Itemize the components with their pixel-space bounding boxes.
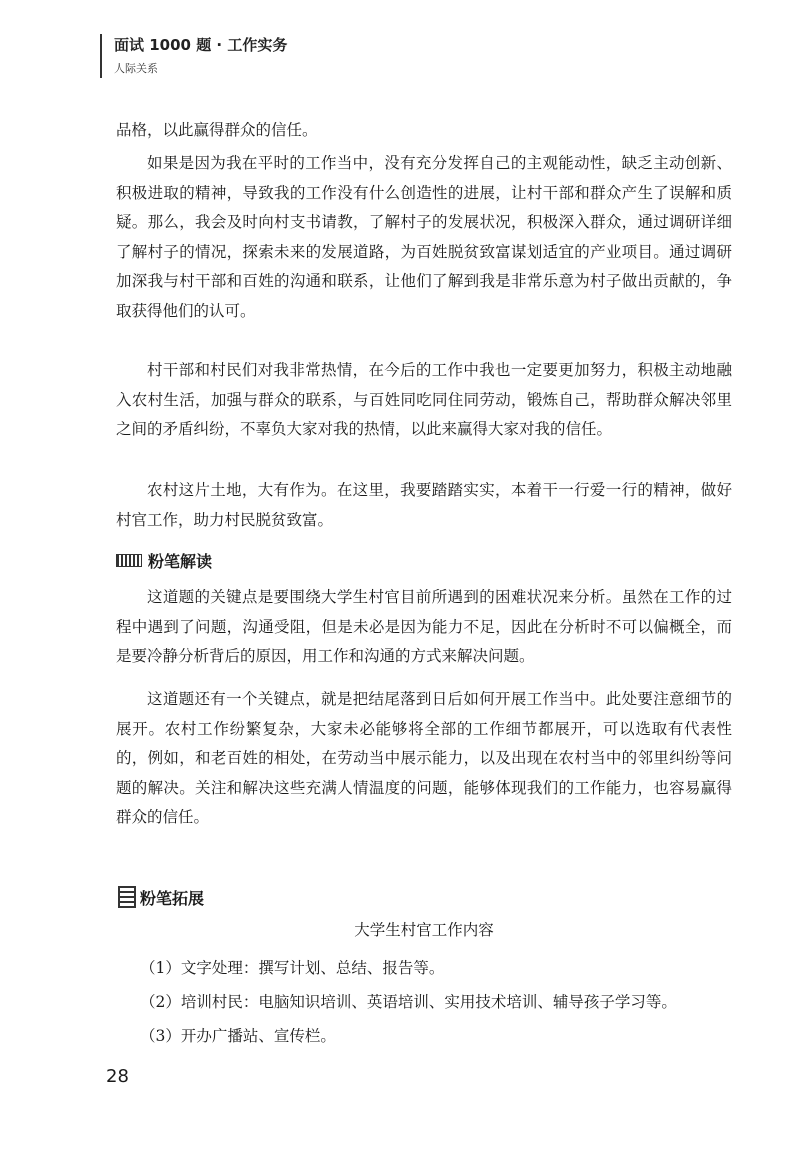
list-item: （3）开办广播站、宣传栏。 [140, 1027, 336, 1045]
book-title: 面试 1000 题 · 工作实务 [114, 36, 288, 54]
page-number: 28 [106, 1066, 129, 1087]
book-icon [116, 554, 142, 567]
section-heading-extension [116, 884, 204, 910]
paragraph: 这道题还有一个关键点，就是把结尾落到日后如何开展工作当中。此处要注意细节的展开。农村工作纷繁复杂，大家未必能够将全部的工作细节都展开，可以选取有代表性的，例如，和老百姓的相处，在劳动当中展示能力，以及出现在农村当中的邻里纠纷等问题的解决。关注和解决这些充满人情温度的问题，能够体现我们的工作能力，也容易赢得群众的信任。 [116, 690, 732, 827]
header-rule [100, 34, 102, 78]
paragraph: 如果是因为我在平时的工作当中，没有充分发挥自己的主观能动性，缺乏主动创新、积极进取的精神，导致我的工作没有什么创造性的进展，让村干部和群众产生了误解和质疑。那么，我会及时向村支书请教，了解村子的发展状况，积极深入群众，通过调研详细了解村子的情况，探索未来的发展道路，为百姓脱贫致富谋划适宜的产业项目。通过调研加深我与村干部和百姓的沟通和联系，让他们了解到我是非常乐意为村子做出贡献的，争取获得他们的认可。 [116, 154, 732, 320]
chapter-subtitle: 人际关系 [114, 62, 158, 75]
section-heading-text: 粉笔拓展 [140, 888, 205, 908]
paragraph: 这道题的关键点是要围绕大学生村官目前所遇到的困难状况来分析。虽然在工作的过程中遇到了问题，沟通受阻，但是未必是因为能力不足，因此在分析时不可以偏概全，而是要冷静分析背后的原因，用工作和沟通的方式来解决问题。 [116, 588, 732, 666]
section-heading-text: 粉笔解读 [148, 552, 213, 571]
paragraph: 村干部和村民们对我非常热情，在今后的工作中我也一定要更加努力，积极主动地融入农村生活，加强与群众的联系，与百姓同吃同住同劳动，锻炼自己，帮助群众解决邻里之间的矛盾纠纷，不辜负大家对我的热情，以此来赢得大家对我的信任。 [116, 361, 732, 439]
list-item: （1）文字处理：撰写计划、总结、报告等。 [140, 959, 445, 977]
list-item: （2）培训村民：电脑知识培训、英语培训、实用技术培训、辅导孩子学习等。 [140, 993, 677, 1011]
extension-icon [116, 884, 134, 910]
paragraph: 品格，以此赢得群众的信任。 [116, 121, 318, 139]
paragraph: 农村这片土地，大有作为。在这里，我要踏踏实实，本着干一行爱一行的精神，做好村官工作，助力村民脱贫致富。 [116, 481, 732, 529]
extension-title: 大学生村官工作内容 [354, 921, 494, 939]
section-heading-reading [116, 549, 212, 572]
